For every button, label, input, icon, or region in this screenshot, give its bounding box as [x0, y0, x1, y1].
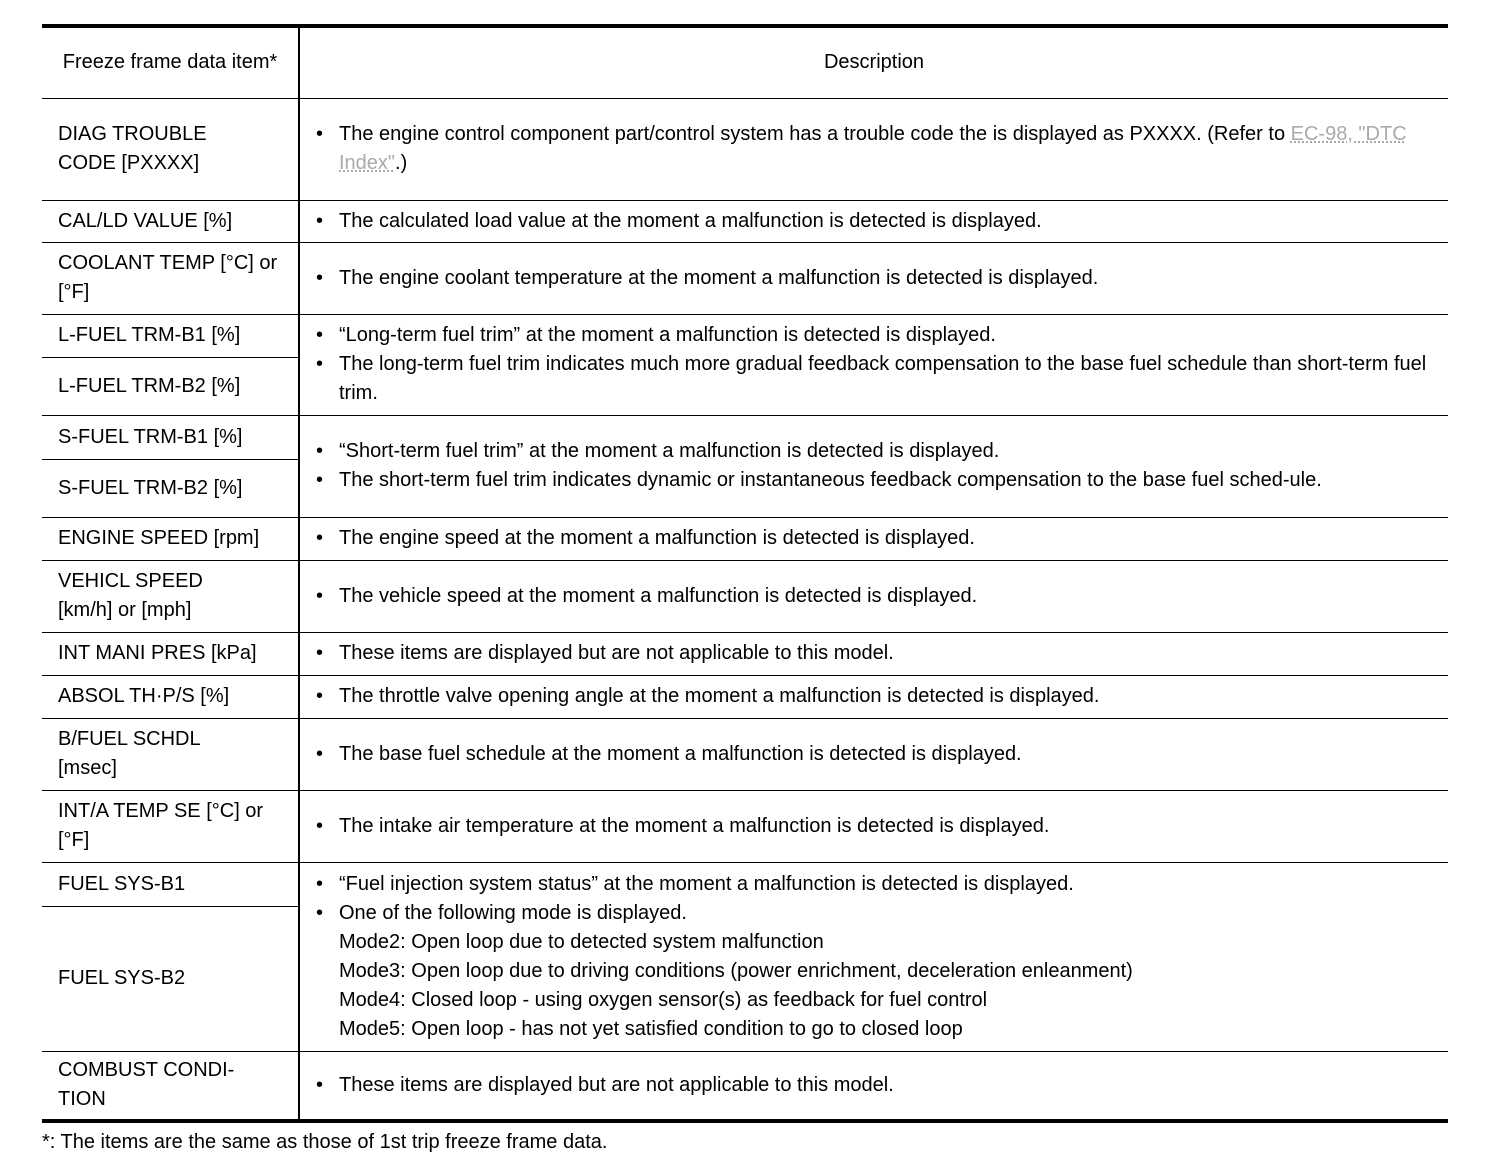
description-text: These items are displayed but are not applicable to this model. — [339, 642, 894, 664]
description-text: One of the following mode is displayed. — [339, 901, 687, 924]
description-text: The long-term fuel trim indicates much more gradual feedback compensation to the base fuel schedule than short-term fuel trim. — [339, 353, 1427, 404]
item-cell: INT/A TEMP SE [°C] or [°F] — [42, 790, 299, 862]
bullet: • — [316, 353, 324, 375]
description-cell — [299, 790, 1448, 862]
text: The engine control component part/control system has a trouble code the is displayed as PXXXX. (Refer to — [339, 123, 1291, 145]
bullet: • — [316, 266, 324, 289]
description-cell — [299, 98, 1448, 200]
description-cell — [299, 415, 1448, 517]
header-description: Description — [823, 51, 925, 74]
bullet: • — [316, 872, 324, 895]
mode-line: Mode3: Open loop due to driving conditions (power enrichment, deceleration enleanment) — [339, 959, 1133, 982]
dtc-index-link[interactable]: EC-98, "DTC Index" — [339, 123, 1407, 174]
mode-line: Mode5: Open loop - has not yet satisfied condition to go to closed loop — [339, 1017, 963, 1040]
bullet: • — [316, 742, 324, 765]
mode-line: Mode4: Closed loop - using oxygen sensor(s) as feedback for fuel control — [339, 988, 988, 1011]
description-text: The vehicle speed at the moment a malfunction is detected is displayed. — [339, 584, 978, 607]
description-text: The short-term fuel trim indicates dynamic or instantaneous feedback compensation to the base fuel sched-ule. — [339, 469, 1322, 491]
description-text — [339, 120, 1440, 178]
bullet: • — [316, 685, 324, 707]
description-text: “Long-term fuel trim” at the moment a malfunction is detected is displayed. — [339, 324, 996, 346]
item-cell: L-FUEL TRM-B1 [%] — [42, 314, 299, 357]
bullet: • — [316, 469, 324, 491]
bullet: • — [316, 1073, 324, 1096]
description-cell — [299, 718, 1448, 790]
bullet: • — [316, 642, 324, 664]
description-text: “Fuel injection system status” at the moment a malfunction is detected is displayed. — [339, 872, 1074, 895]
footnote: *: The items are the same as those of 1st trip freeze frame data. — [42, 1131, 608, 1153]
header-item: Freeze frame data item* — [42, 26, 299, 98]
table-row — [42, 1051, 1448, 1121]
description-text: The intake air temperature at the moment a malfunction is detected is displayed. — [339, 814, 1050, 837]
item-cell: L-FUEL TRM-B2 [%] — [42, 357, 299, 415]
description-text: The engine coolant temperature at the moment a malfunction is detected is displayed. — [339, 266, 1099, 289]
bullet: • — [316, 209, 324, 232]
freeze-frame-table — [42, 24, 1448, 1123]
description-cell — [299, 517, 1448, 560]
item-cell: S-FUEL TRM-B2 [%] — [42, 459, 299, 517]
item-cell: INT MANI PRES [kPa] — [42, 632, 299, 675]
description-cell — [299, 560, 1448, 632]
table-row — [42, 242, 1448, 314]
description-cell — [299, 675, 1448, 718]
table-row — [42, 632, 1448, 675]
table-row — [42, 200, 1448, 242]
table-row — [42, 314, 1448, 357]
description-cell — [299, 314, 1448, 415]
table-header-row — [42, 26, 1448, 98]
bullet: • — [316, 123, 324, 145]
text: .) — [395, 152, 408, 174]
description-cell — [299, 200, 1448, 242]
description-text: The calculated load value at the moment a malfunction is detected is displayed. — [339, 209, 1042, 232]
table-row — [42, 517, 1448, 560]
bullet: • — [316, 814, 324, 837]
item-cell: FUEL SYS-B2 — [42, 906, 299, 1051]
description-cell — [299, 632, 1448, 675]
mode-line: Mode2: Open loop due to detected system malfunction — [339, 930, 824, 953]
item-cell: COOLANT TEMP [°C] or [°F] — [42, 242, 299, 314]
description-text: The engine speed at the moment a malfunction is detected is displayed. — [339, 527, 975, 549]
bullet: • — [316, 527, 324, 549]
bullet: • — [316, 584, 324, 607]
item-cell: ENGINE SPEED [rpm] — [42, 517, 299, 560]
table-row — [42, 790, 1448, 862]
description-cell — [299, 1051, 1448, 1121]
table-row — [42, 560, 1448, 632]
item-cell: VEHICL SPEED [km/h] or [mph] — [42, 560, 299, 632]
description-cell — [299, 242, 1448, 314]
item-cell: CAL/LD VALUE [%] — [42, 200, 299, 242]
table-row — [42, 415, 1448, 459]
description-text: The base fuel schedule at the moment a malfunction is detected is displayed. — [339, 742, 1022, 765]
table-row — [42, 98, 1448, 200]
bullet: • — [316, 440, 324, 462]
description-text: “Short-term fuel trim” at the moment a malfunction is detected is displayed. — [339, 440, 1000, 462]
table-row — [42, 675, 1448, 718]
bullet: • — [316, 901, 324, 924]
item-cell: B/FUEL SCHDL [msec] — [42, 718, 299, 790]
item-cell: S-FUEL TRM-B1 [%] — [42, 415, 299, 459]
table-row — [42, 718, 1448, 790]
bullet: • — [316, 324, 324, 346]
description-cell — [299, 862, 1448, 1051]
table-row — [42, 862, 1448, 906]
item-cell: COMBUST CONDI-TION — [42, 1051, 299, 1121]
item-cell: ABSOL TH·P/S [%] — [42, 675, 299, 718]
item-cell: FUEL SYS-B1 — [42, 862, 299, 906]
item-cell: DIAG TROUBLE CODE [PXXXX] — [42, 98, 299, 200]
description-text: These items are displayed but are not applicable to this model. — [339, 1073, 894, 1096]
description-text: The throttle valve opening angle at the moment a malfunction is detected is displayed. — [339, 685, 1100, 707]
